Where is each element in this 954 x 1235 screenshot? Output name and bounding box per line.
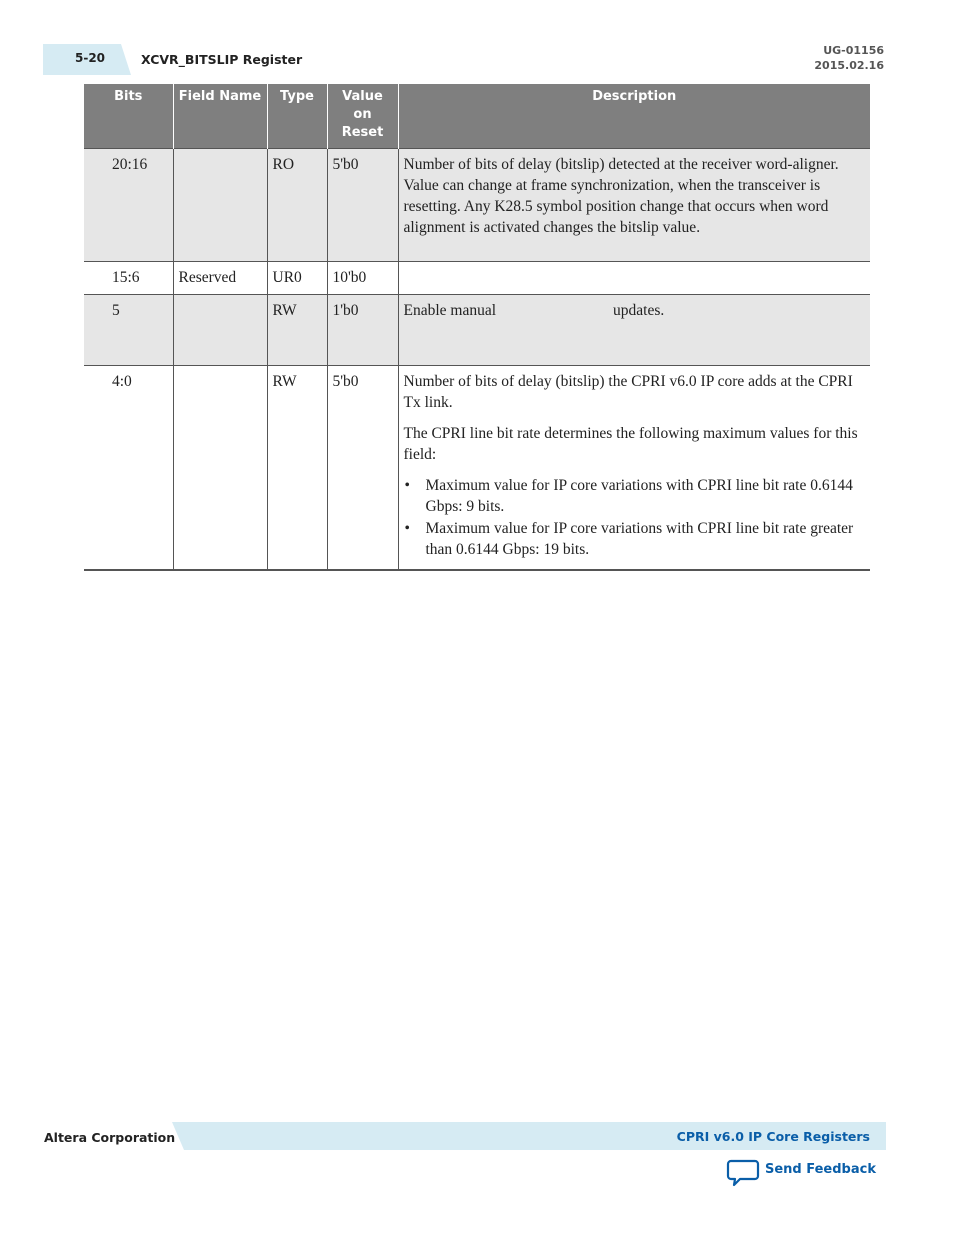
cell-type: RO	[267, 149, 327, 262]
cell-description	[398, 149, 870, 262]
description-text: Number of bits of delay (bitslip) the CPRI v6.0 IP core adds at the CPRI Tx link.	[403, 373, 853, 411]
cell-bits: 5	[84, 295, 173, 366]
column-header-bits: Bits	[84, 84, 173, 149]
cell-reset: 1'b0	[327, 295, 398, 366]
cell-field-name	[173, 149, 267, 262]
table-header-row	[84, 84, 870, 149]
cell-description	[398, 366, 870, 570]
description-text: The CPRI line bit rate determines the following maximum values for this field:	[403, 425, 858, 463]
doc-id: UG-01156	[823, 44, 884, 57]
cell-type: RW	[267, 366, 327, 570]
column-header-type: Type	[267, 84, 327, 149]
cell-bits: 20:16	[84, 149, 173, 262]
speech-bubble-icon	[726, 1158, 760, 1188]
cell-bits: 15:6	[84, 262, 173, 295]
send-feedback-label[interactable]: Send Feedback	[765, 1162, 876, 1177]
section-title: XCVR_BITSLIP Register	[141, 52, 303, 67]
column-header-reset-value: Value on Reset	[327, 84, 398, 149]
column-header-field-name: Field Name	[173, 84, 267, 149]
cell-reset: 10'b0	[327, 262, 398, 295]
doc-info	[814, 43, 884, 73]
cell-type: UR0	[267, 262, 327, 295]
bullet-item: • Maximum value for IP core variations with CPRI line bit rate 0.6144 Gbps: 9 bits.	[404, 475, 866, 517]
bullet-item: • Maximum value for IP core variations with CPRI line bit rate greater than 0.6144 Gbps: 19 bits.	[404, 518, 866, 560]
table-row	[84, 295, 870, 366]
cell-description	[398, 295, 870, 366]
cell-field-name	[173, 295, 267, 366]
company-name: Altera Corporation	[44, 1130, 176, 1145]
cell-reset: 5'b0	[327, 366, 398, 570]
doc-date: 2015.02.16	[814, 59, 884, 72]
register-table	[84, 84, 870, 571]
table-row	[84, 149, 870, 262]
description-text-start: Enable manual	[403, 302, 497, 319]
cell-reset: 5'b0	[327, 149, 398, 262]
table-row	[84, 366, 870, 570]
page-number-tab	[43, 44, 131, 75]
cell-type: RW	[267, 295, 327, 366]
page-number: 5-20	[75, 51, 106, 65]
bullet-list	[404, 475, 866, 560]
description-text: Number of bits of delay (bitslip) detected at the receiver word-aligner. Value can change at frame synchronization, when the transceiver is resetting. Any K28.5 symbol position change that occurs when word alignment is activated changes the bitslip value.	[403, 156, 839, 236]
cell-bits: 4:0	[84, 366, 173, 570]
cell-description	[398, 262, 870, 295]
chapter-link[interactable]: CPRI v6.0 IP Core Registers	[676, 1129, 870, 1144]
description-text-end: updates.	[613, 302, 665, 319]
column-header-description: Description	[398, 84, 870, 149]
cell-field-name: Reserved	[173, 262, 267, 295]
table-row	[84, 262, 870, 295]
cell-field-name	[173, 366, 267, 570]
